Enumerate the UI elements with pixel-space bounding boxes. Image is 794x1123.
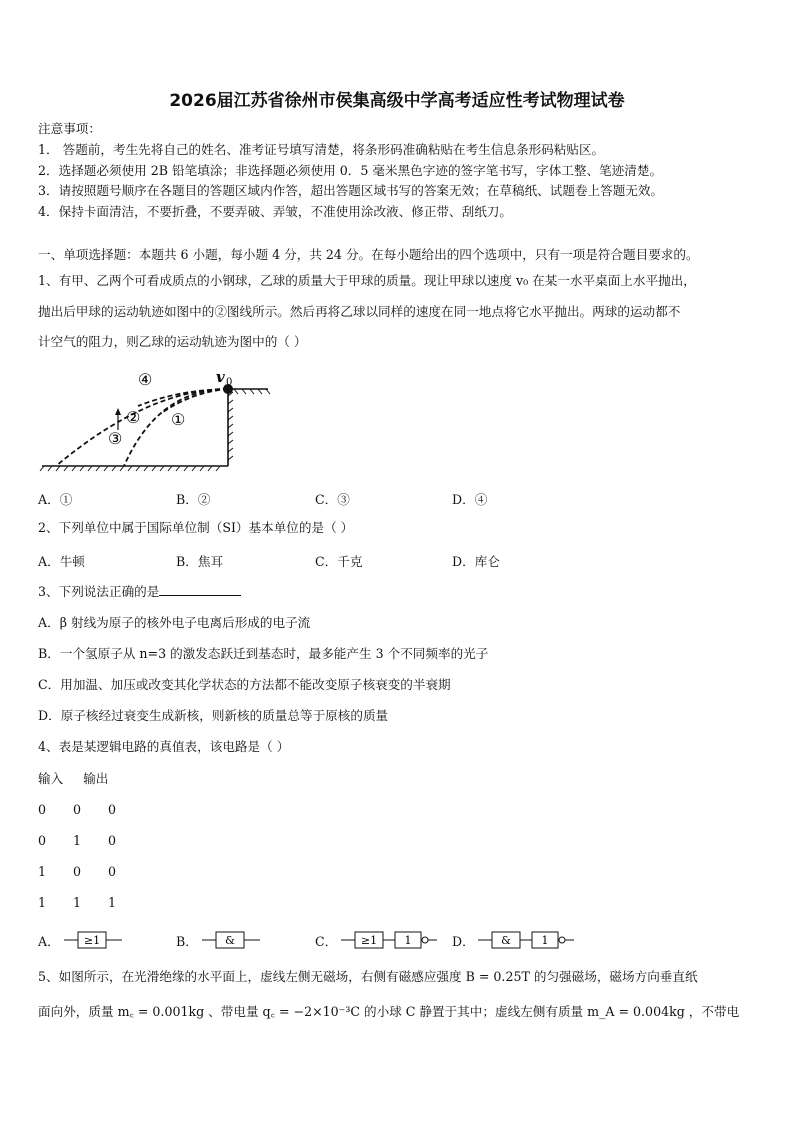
notice-item: 2．选择题必须使用 2B 铅笔填涂；非选择题必须使用 0．5 毫米黑色字迹的签字笔书写，字体工整、笔迹清楚。: [38, 163, 663, 178]
notice-item: 1． 答题前，考生先将自己的姓名、准考证号填写清楚，将条形码准确粘贴在考生信息条形码粘贴区。: [38, 142, 605, 157]
notice-item: 3．请按照题号顺序在各题目的答题区域内作答，超出答题区域书写的答案无效；在草稿纸、试题卷上答题无效。: [38, 183, 664, 198]
v0-label: v: [216, 368, 225, 386]
header-output: 输出: [83, 771, 109, 786]
truth-table-row: 1 0 0: [38, 864, 117, 879]
page-title: 2026届江苏省徐州市侯集高级中学高考适应性考试物理试卷: [169, 91, 625, 111]
q2-option-d: D．库仑: [452, 554, 500, 569]
answer-blank: [159, 583, 241, 596]
svg-text:1: 1: [404, 934, 412, 947]
q3-option-d: D．原子核经过衰变生成新核，则新核的质量总等于原核的质量: [38, 708, 389, 723]
q3-option-c: C．用加温、加压或改变其化学状态的方法都不能改变原子核衰变的半衰期: [38, 677, 451, 692]
and-not-gate-symbol: [478, 930, 578, 950]
trajectory-label-2: ②: [126, 408, 141, 427]
truth-table-row: 0 0 0: [38, 802, 117, 817]
svg-text:1: 1: [541, 934, 549, 947]
notice-item: 4．保持卡面清洁，不要折叠，不要弄破、弄皱，不准使用涂改液、修正带、刮纸刀。: [38, 204, 512, 219]
question-2-text: 2、下列单位中属于国际单位制（SI）基本单位的是（ ）: [38, 520, 354, 535]
trajectory-label-4: ④: [138, 370, 153, 389]
q2-option-c: C．千克: [315, 554, 363, 569]
projectile-trajectory-figure: [38, 362, 278, 474]
q4-option-c-label: C．: [315, 934, 338, 949]
header-input: 输入: [38, 771, 64, 786]
q2-option-b: B．焦耳: [176, 554, 224, 569]
or-gate-symbol: [64, 930, 124, 950]
q1-option-a: A．①: [38, 492, 73, 507]
question-5-text: 面向外，质量 m꜀ = 0.001kg 、带电量 q꜀ = −2×10⁻³C 的小球 C 静置于其中；虚线左侧有质量 m_A = 0.004kg ，不带电: [38, 1004, 740, 1019]
svg-text:≥1: ≥1: [360, 934, 378, 947]
or-not-gate-symbol: [341, 930, 441, 950]
section-heading: 一、单项选择题：本题共 6 小题，每小题 4 分，共 24 分。在每小题给出的四个选项中，只有一项是符合题目要求的。: [38, 247, 699, 262]
q1-option-d: D．④: [452, 492, 488, 507]
svg-text:&: &: [501, 934, 511, 947]
question-1-text: 计空气的阻力，则乙球的运动轨迹为图中的（ ）: [38, 334, 307, 349]
q2-option-a: A．牛顿: [38, 554, 85, 569]
trajectory-label-3: ③: [108, 429, 123, 448]
trajectory-label-1: ①: [171, 410, 186, 429]
q1-option-c: C．③: [315, 492, 350, 507]
notice-heading: 注意事项：: [38, 121, 101, 136]
truth-table-row: 0 1 0: [38, 833, 117, 848]
truth-table-header: [38, 770, 758, 788]
q3-option-b: B．一个氢原子从 n=3 的激发态跃迁到基态时，最多能产生 3 个不同频率的光子: [38, 646, 489, 661]
question-1-text: 1、有甲、乙两个可看成质点的小钢球，乙球的质量大于甲球的质量。现让甲球以速度 v₀ 在某一水平桌面上水平抛出，: [38, 273, 696, 288]
q4-option-d-label: D．: [452, 934, 475, 949]
question-5-text: 5、如图所示，在光滑绝缘的水平面上，虚线左侧无磁场，右侧有磁感应强度 B = 0.25T 的匀强磁场，磁场方向垂直纸: [38, 969, 698, 984]
truth-table-row: 1 1 1: [38, 895, 117, 910]
and-gate-symbol: [202, 930, 262, 950]
v0-subscript: 0: [226, 377, 233, 388]
q4-option-b-label: B．: [176, 934, 198, 949]
q4-option-a-label: A．: [38, 934, 60, 949]
q1-option-b: B．②: [176, 492, 211, 507]
svg-text:≥1: ≥1: [83, 934, 101, 947]
question-3-text: [38, 583, 758, 601]
question-1-text: 抛出后甲球的运动轨迹如图中的②图线所示。然后再将乙球以同样的速度在同一地点将它水平抛出。两球的运动都不: [38, 304, 681, 319]
question-3-stem: 3、下列说法正确的是: [38, 584, 160, 599]
q3-option-a: A．β 射线为原子的核外电子电离后形成的电子流: [38, 615, 311, 630]
svg-text:&: &: [225, 934, 235, 947]
question-4-text: 4、表是某逻辑电路的真值表，该电路是（ ）: [38, 739, 290, 754]
